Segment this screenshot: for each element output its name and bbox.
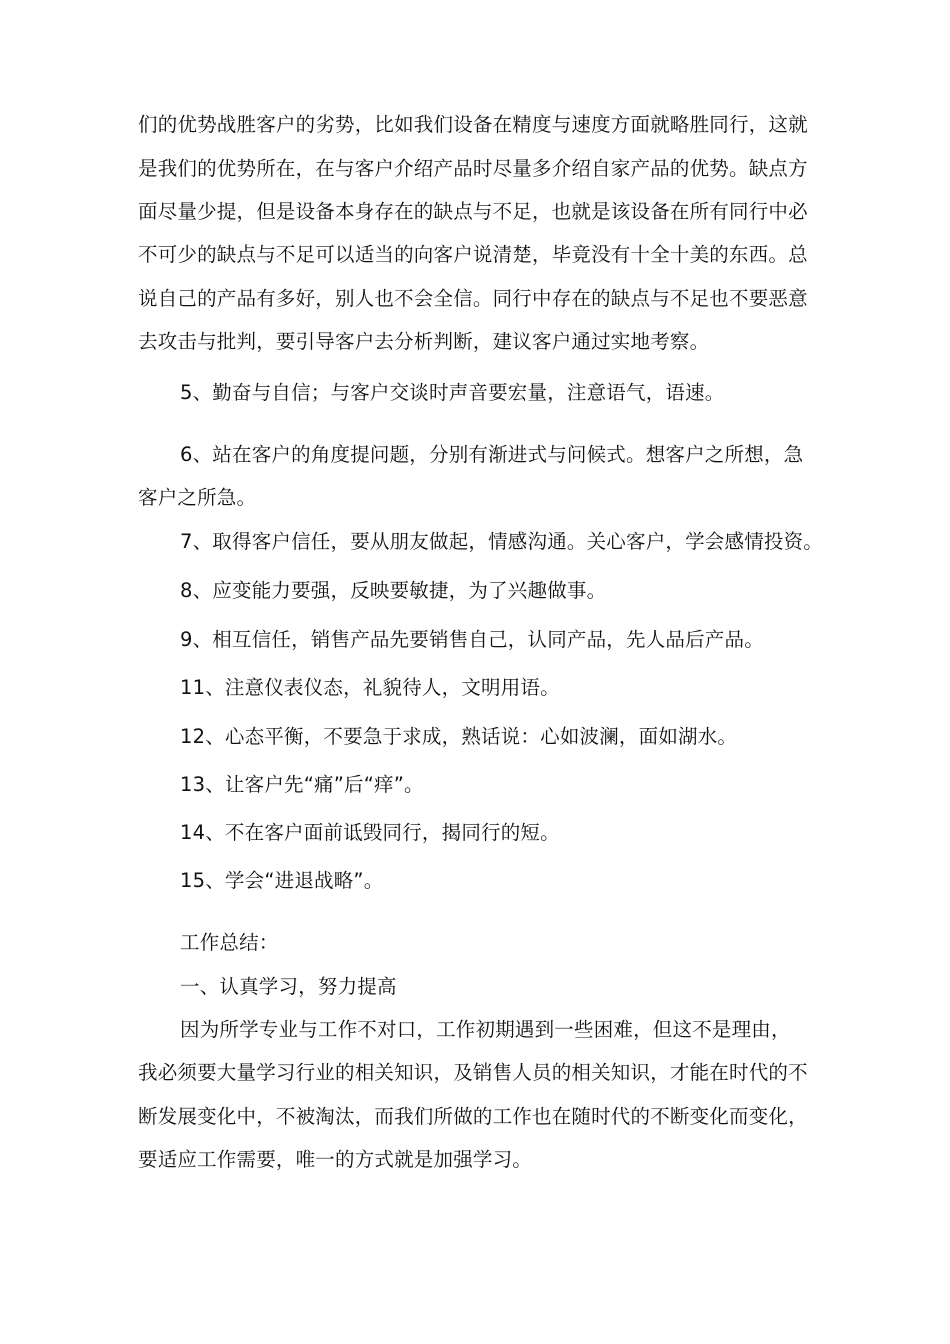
- list-item-8: 8、应变能力要强，反映要敏捷，为了兴趣做事。: [180, 579, 607, 602]
- list-item-5: 5、勤奋与自信；与客户交谈时声音要宏量，注意语气，语速。: [180, 381, 725, 404]
- summary-heading: 工作总结：: [180, 931, 279, 954]
- list-item-13: 13、让客户先“痛”后“痒”。: [180, 773, 424, 796]
- paragraph-line: 因为所学专业与工作不对口，工作初期遇到一些困难，但这不是理由，: [180, 1018, 791, 1041]
- paragraph-line: 不可少的缺点与不足可以适当的向客户说清楚，毕竟没有十全十美的东西。总: [138, 243, 808, 266]
- paragraph-line: 是我们的优势所在，在与客户介绍产品时尽量多介绍自家产品的优势。缺点方: [138, 157, 808, 180]
- list-item-11: 11、注意仪表仪态，礼貌待人，文明用语。: [180, 676, 560, 699]
- paragraph-line: 说自己的产品有多好，别人也不会全信。同行中存在的缺点与不足也不要恶意: [138, 287, 808, 310]
- paragraph-line: 我必须要大量学习行业的相关知识，及销售人员的相关知识，才能在时代的不: [138, 1061, 808, 1084]
- list-item-line: 6、站在客户的角度提问题，分别有渐进式与问候式。想客户之所想，急: [180, 443, 804, 466]
- list-item-14: 14、不在客户面前诋毁同行，揭同行的短。: [180, 821, 560, 844]
- list-item-15: 15、学会“进退战略”。: [180, 869, 384, 892]
- list-item-9: 9、相互信任，销售产品先要销售自己，认同产品，先人品后产品。: [180, 628, 764, 651]
- paragraph-line: 要适应工作需要，唯一的方式就是加强学习。: [138, 1148, 533, 1171]
- list-item-line: 客户之所急。: [138, 486, 257, 509]
- list-item-7: 7、取得客户信任，要从朋友做起，情感沟通。关心客户，学会感情投资。: [180, 530, 824, 553]
- paragraph-line: 们的优势战胜客户的劣势，比如我们设备在精度与速度方面就略胜同行，这就: [138, 113, 808, 136]
- list-item-12: 12、心态平衡，不要急于求成，熟话说：心如波澜，面如湖水。: [180, 725, 738, 748]
- paragraph-line: 断发展变化中，不被淘汰，而我们所做的工作也在随时代的不断变化而变化，: [138, 1105, 808, 1128]
- paragraph-line: 面尽量少提，但是设备本身存在的缺点与不足，也就是该设备在所有同行中必: [138, 200, 808, 223]
- section-heading: 一、认真学习，努力提高: [180, 975, 397, 998]
- paragraph-line: 去攻击与批判，要引导客户去分析判断，建议客户通过实地考察。: [138, 330, 710, 353]
